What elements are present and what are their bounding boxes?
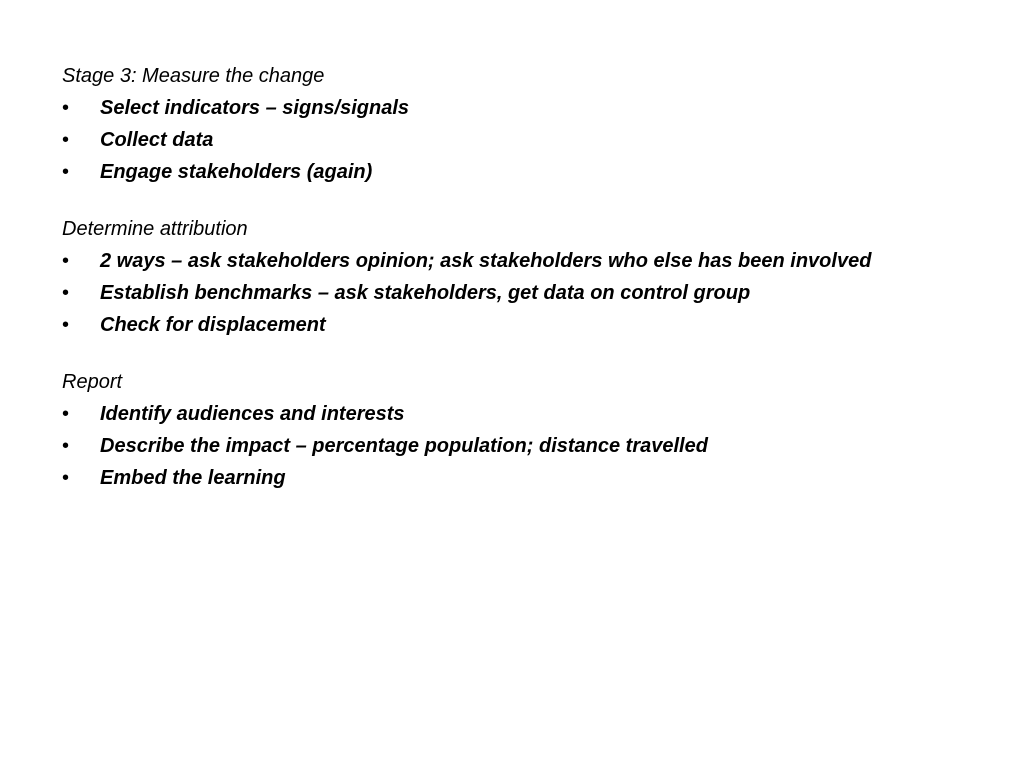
bullet-icon: • — [62, 161, 70, 183]
bullet-text: Describe the impact – percentage population; distance travelled — [100, 435, 708, 457]
bullet-icon: • — [62, 282, 70, 304]
bullet-text: Establish benchmarks – ask stakeholders, get data on control group — [100, 282, 751, 304]
bullet-icon: • — [62, 250, 70, 272]
bullet-item — [62, 96, 942, 121]
bullet-item — [62, 160, 942, 185]
bullet-icon: • — [62, 403, 70, 425]
bullet-item — [62, 402, 942, 427]
bullet-list — [62, 96, 942, 185]
bullet-text: Embed the learning — [100, 467, 286, 489]
section-measure-change — [62, 64, 942, 185]
slide-content — [62, 64, 942, 523]
bullet-icon: • — [62, 314, 70, 336]
bullet-text: Engage stakeholders (again) — [100, 161, 373, 183]
bullet-icon: • — [62, 467, 70, 489]
bullet-item — [62, 281, 942, 306]
section-heading: Report — [62, 371, 123, 393]
section-report — [62, 370, 942, 491]
bullet-icon: • — [62, 129, 70, 151]
bullet-item — [62, 434, 942, 459]
bullet-list — [62, 249, 942, 338]
bullet-item — [62, 313, 942, 338]
bullet-item — [62, 249, 942, 274]
section-heading: Stage 3: Measure the change — [62, 65, 325, 87]
bullet-text: Collect data — [100, 129, 214, 151]
section-determine-attribution — [62, 217, 942, 338]
bullet-icon: • — [62, 435, 70, 457]
bullet-text: Select indicators – signs/signals — [100, 97, 410, 119]
bullet-text: Check for displacement — [100, 314, 326, 336]
bullet-icon: • — [62, 97, 70, 119]
bullet-text: 2 ways – ask stakeholders opinion; ask stakeholders who else has been involved — [100, 250, 872, 272]
section-heading: Determine attribution — [62, 218, 248, 240]
bullet-text: Identify audiences and interests — [100, 403, 405, 425]
bullet-item — [62, 466, 942, 491]
bullet-list — [62, 402, 942, 491]
bullet-item — [62, 128, 942, 153]
